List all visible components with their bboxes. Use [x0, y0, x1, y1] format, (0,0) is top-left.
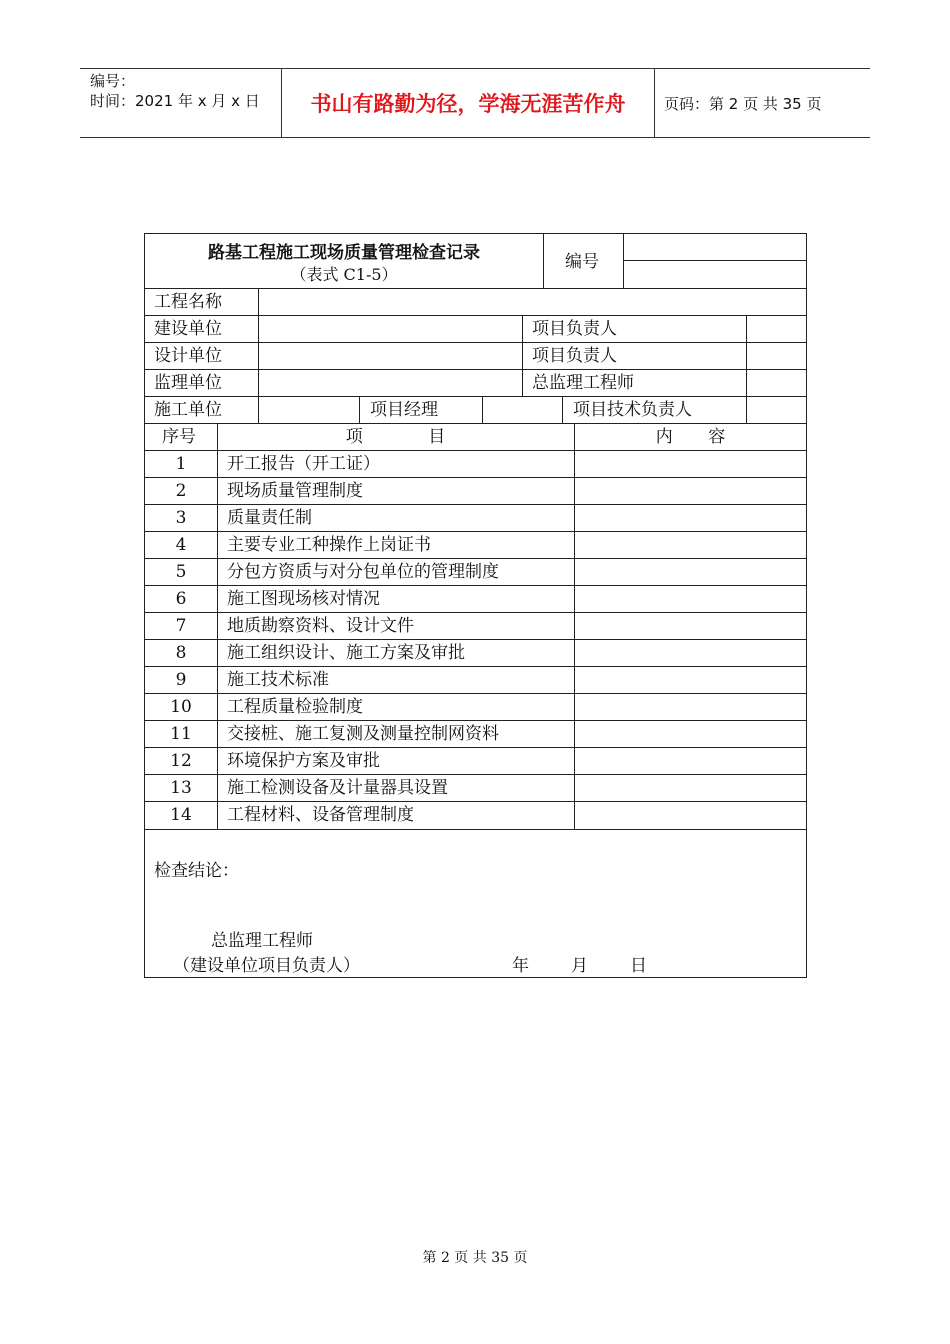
form-number-value-2[interactable] [624, 261, 806, 287]
row-item: 开工报告（开工证） [227, 454, 380, 474]
row-number: 4 [175, 535, 187, 555]
form-number-value-1[interactable] [624, 235, 806, 260]
row-item: 工程质量检验制度 [227, 697, 363, 717]
row-number: 5 [175, 562, 187, 582]
form-title: 路基工程施工现场质量管理检查记录 [208, 243, 480, 263]
row-number: 2 [175, 481, 187, 501]
supervision-unit-label: 监理单位 [154, 373, 222, 393]
design-leader-label: 项目负责人 [532, 346, 617, 366]
page-footer: 第 2 页 共 35 页 [422, 1250, 528, 1266]
design-unit-field[interactable] [259, 343, 521, 369]
row-item: 工程材料、设备管理制度 [227, 805, 414, 825]
build-leader-field[interactable] [747, 316, 806, 342]
row-item: 施工检测设备及计量器具设置 [227, 778, 448, 798]
row-number: 7 [175, 616, 187, 636]
row-item: 环境保护方案及审批 [227, 751, 380, 771]
project-manager-field[interactable] [483, 397, 561, 423]
header-time-label: 时间：2021 年 x 月 x 日 [90, 92, 260, 110]
row-item: 交接桩、施工复测及测量控制网资料 [227, 724, 499, 744]
date-year-label: 年 [512, 956, 529, 976]
col-seq-header: 序号 [162, 427, 196, 447]
header-meta [80, 69, 282, 137]
row-item: 施工图现场核对情况 [227, 589, 380, 609]
tech-leader-label: 项目技术负责人 [573, 400, 692, 420]
row-number: 11 [170, 724, 192, 744]
build-leader-label: 项目负责人 [532, 319, 617, 339]
project-name-label: 工程名称 [154, 292, 222, 312]
design-unit-label: 设计单位 [154, 346, 222, 366]
construction-unit-field[interactable] [259, 397, 358, 423]
row-item: 施工技术标准 [227, 670, 329, 690]
page-header [80, 68, 870, 138]
row-item: 质量责任制 [227, 508, 312, 528]
sign-build-label: （建设单位项目负责人） [173, 956, 360, 976]
row-item: 现场质量管理制度 [227, 481, 363, 501]
col-content-header: 内 容 [655, 427, 726, 447]
form-subtitle: （表式 C1-5） [290, 265, 398, 284]
header-motto: 书山有路勤为径，学海无涯苦作舟 [282, 69, 655, 137]
row-number: 3 [175, 508, 187, 528]
date-day-label: 日 [630, 956, 647, 976]
design-leader-field[interactable] [747, 343, 806, 369]
row-number: 10 [170, 697, 192, 717]
tech-leader-field[interactable] [747, 397, 806, 423]
build-unit-field[interactable] [259, 316, 521, 342]
col-item-header: 项 目 [345, 427, 446, 447]
row-number: 13 [170, 778, 192, 798]
build-unit-label: 建设单位 [154, 319, 222, 339]
row-number: 6 [175, 589, 187, 609]
project-manager-label: 项目经理 [370, 400, 438, 420]
date-month-label: 月 [571, 956, 588, 976]
row-item: 施工组织设计、施工方案及审批 [227, 643, 465, 663]
row-number: 8 [175, 643, 187, 663]
row-item: 地质勘察资料、设计文件 [227, 616, 414, 636]
chief-supervisor-field[interactable] [747, 370, 806, 396]
conclusion-label: 检查结论： [154, 861, 239, 881]
row-number: 12 [170, 751, 192, 771]
row-number: 14 [170, 805, 192, 825]
row-number: 1 [175, 454, 187, 474]
row-number: 9 [175, 670, 187, 690]
header-number-label: 编号： [90, 72, 136, 90]
sign-chief-label: 总监理工程师 [211, 931, 313, 951]
supervision-unit-field[interactable] [259, 370, 521, 396]
conclusion-field[interactable] [155, 844, 795, 924]
inspection-form [144, 233, 807, 978]
row-item: 主要专业工种操作上岗证书 [227, 535, 431, 555]
header-page-label: 页码：第 2 页 共 35 页 [664, 94, 822, 113]
row-item: 分包方资质与对分包单位的管理制度 [227, 562, 499, 582]
construction-unit-label: 施工单位 [154, 400, 222, 420]
form-number-label: 编号 [565, 252, 599, 272]
chief-supervisor-label: 总监理工程师 [532, 373, 634, 393]
project-name-field[interactable] [259, 289, 806, 315]
